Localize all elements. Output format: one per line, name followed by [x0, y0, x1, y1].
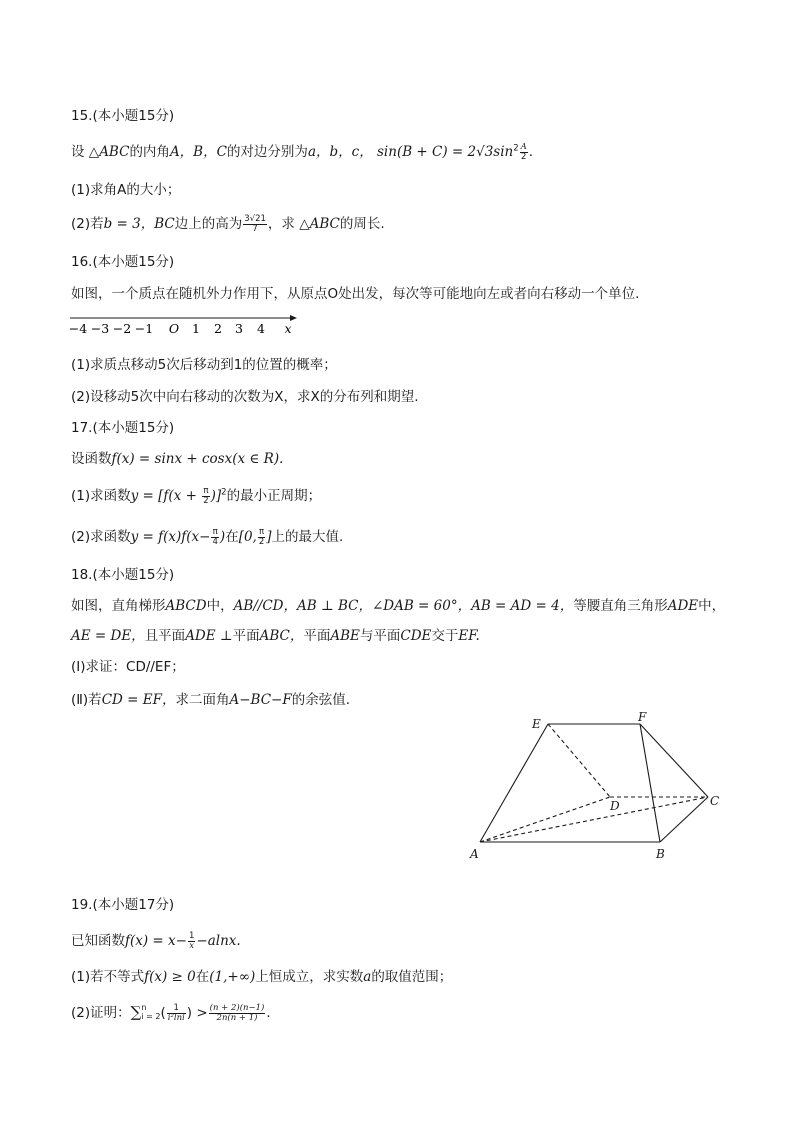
q16-part2: (2)设移动5次中向右移动的次数为X，求X的分布列和期望.	[71, 389, 419, 405]
q18-part1: (Ⅰ)求证：CD//EF；	[71, 659, 185, 675]
q15-height-fraction: $\frac{3√21}{7}$	[244, 213, 266, 234]
solid-geometry-figure	[462, 708, 732, 868]
number-line-label: 3	[235, 321, 243, 336]
q19-sum-bounds: n i = 2	[141, 1003, 161, 1021]
number-line-label: −1	[134, 321, 154, 336]
q17-stem: 设函数f(x) = sinx + cosx(x ∈ R).	[71, 451, 284, 467]
q17-header: 17.(本小题15分)	[71, 420, 175, 436]
q19-header: 19.(本小题17分)	[71, 897, 175, 913]
vertex-label-f: F	[638, 710, 647, 724]
q15-stem-fraction: $\frac{A}{2}$	[520, 141, 527, 162]
number-line-label: −2	[112, 321, 132, 336]
q18-line2: AE = DE，且平面ADE ⊥平面ABC，平面ABE与平面CDE交于EF.	[71, 628, 480, 644]
q19-rhs-fraction: $\frac{(n + 2)(n-1)}{2n(n + 1)}$	[209, 1002, 265, 1023]
number-line-label: O	[168, 321, 180, 336]
q19-part2: (2)证明：∑ n i = 2 ( $\frac{1}{\text{i²lni}}$ ) > $\frac{(n + 2)(n-1)}{2n(n + 1)}$ .	[71, 1002, 271, 1023]
number-line-label: x	[284, 321, 292, 336]
q17-p2-fraction: $\frac{\pi}{4}$	[212, 526, 218, 547]
number-line-label: 2	[214, 321, 222, 336]
q16-stem: 如图，一个质点在随机外力作用下，从原点O处出发，每次等可能地向左或者向右移动一个单位.	[71, 286, 640, 302]
q16-part1: (1)求质点移动5次后移动到1的位置的概率；	[71, 357, 337, 373]
q15-part2: (2)若b = 3，BC边上的高为 $\frac{3√21}{7}$ ，求 △ABC的周长.	[71, 213, 385, 234]
q17-part2: (2)求函数y = f(x)f(x− $\frac{\pi}{4}$ )在[0, $\frac{\pi}{2}$ ]上的最大值.	[71, 526, 344, 547]
q19-part1: (1)若不等式f(x) ≥ 0在(1,+∞)上恒成立，求实数a的取值范围；	[71, 969, 453, 985]
q19-stem: 已知函数f(x) = x− $\frac{1}{x}$ −alnx.	[71, 930, 241, 951]
q19-stem-fraction: $\frac{1}{x}$	[188, 930, 195, 951]
number-line	[68, 312, 308, 338]
q19-sum-term-fraction: $\frac{1}{\text{i²lni}}$	[167, 1002, 185, 1023]
q18-part2: (Ⅱ)若CD = EF，求二面角A−BC−F的余弦值.	[71, 692, 351, 708]
vertex-label-b: B	[656, 847, 665, 861]
q16-header: 16.(本小题15分)	[71, 254, 175, 270]
q15-stem: 设 △ABC的内角A，B，C的对边分别为a，b，c， $\sin(B + C) = 2√3\sin^2$ $\frac{A}{2}$ .	[71, 141, 534, 162]
q18-header: 18.(本小题15分)	[71, 567, 175, 583]
number-line-label: 4	[257, 321, 265, 336]
vertex-label-a: A	[470, 847, 479, 861]
vertex-label-c: C	[710, 794, 720, 808]
q15-part1: (1)求角A的大小；	[71, 182, 181, 198]
vertex-label-e: E	[532, 717, 541, 731]
number-line-label: −4	[68, 321, 88, 336]
q17-p1-fraction: $\frac{\pi}{2}$	[203, 485, 209, 506]
number-line-label: −3	[90, 321, 110, 336]
q17-part1: (1)求函数y = [f(x + $\frac{\pi}{2}$ )]$^2$的最小正周期；	[71, 485, 322, 506]
q18-line1: 如图，直角梯形ABCD中，AB//CD，AB ⊥ BC，∠DAB = 60°，AB = AD = 4，等腰直角三角形ADE中，	[71, 598, 726, 614]
q17-interval-fraction: $\frac{\pi}{2}$	[258, 526, 265, 547]
q15-header: 15.(本小题15分)	[71, 108, 175, 124]
number-line-label: 1	[192, 321, 200, 336]
vertex-label-d: D	[610, 799, 620, 813]
